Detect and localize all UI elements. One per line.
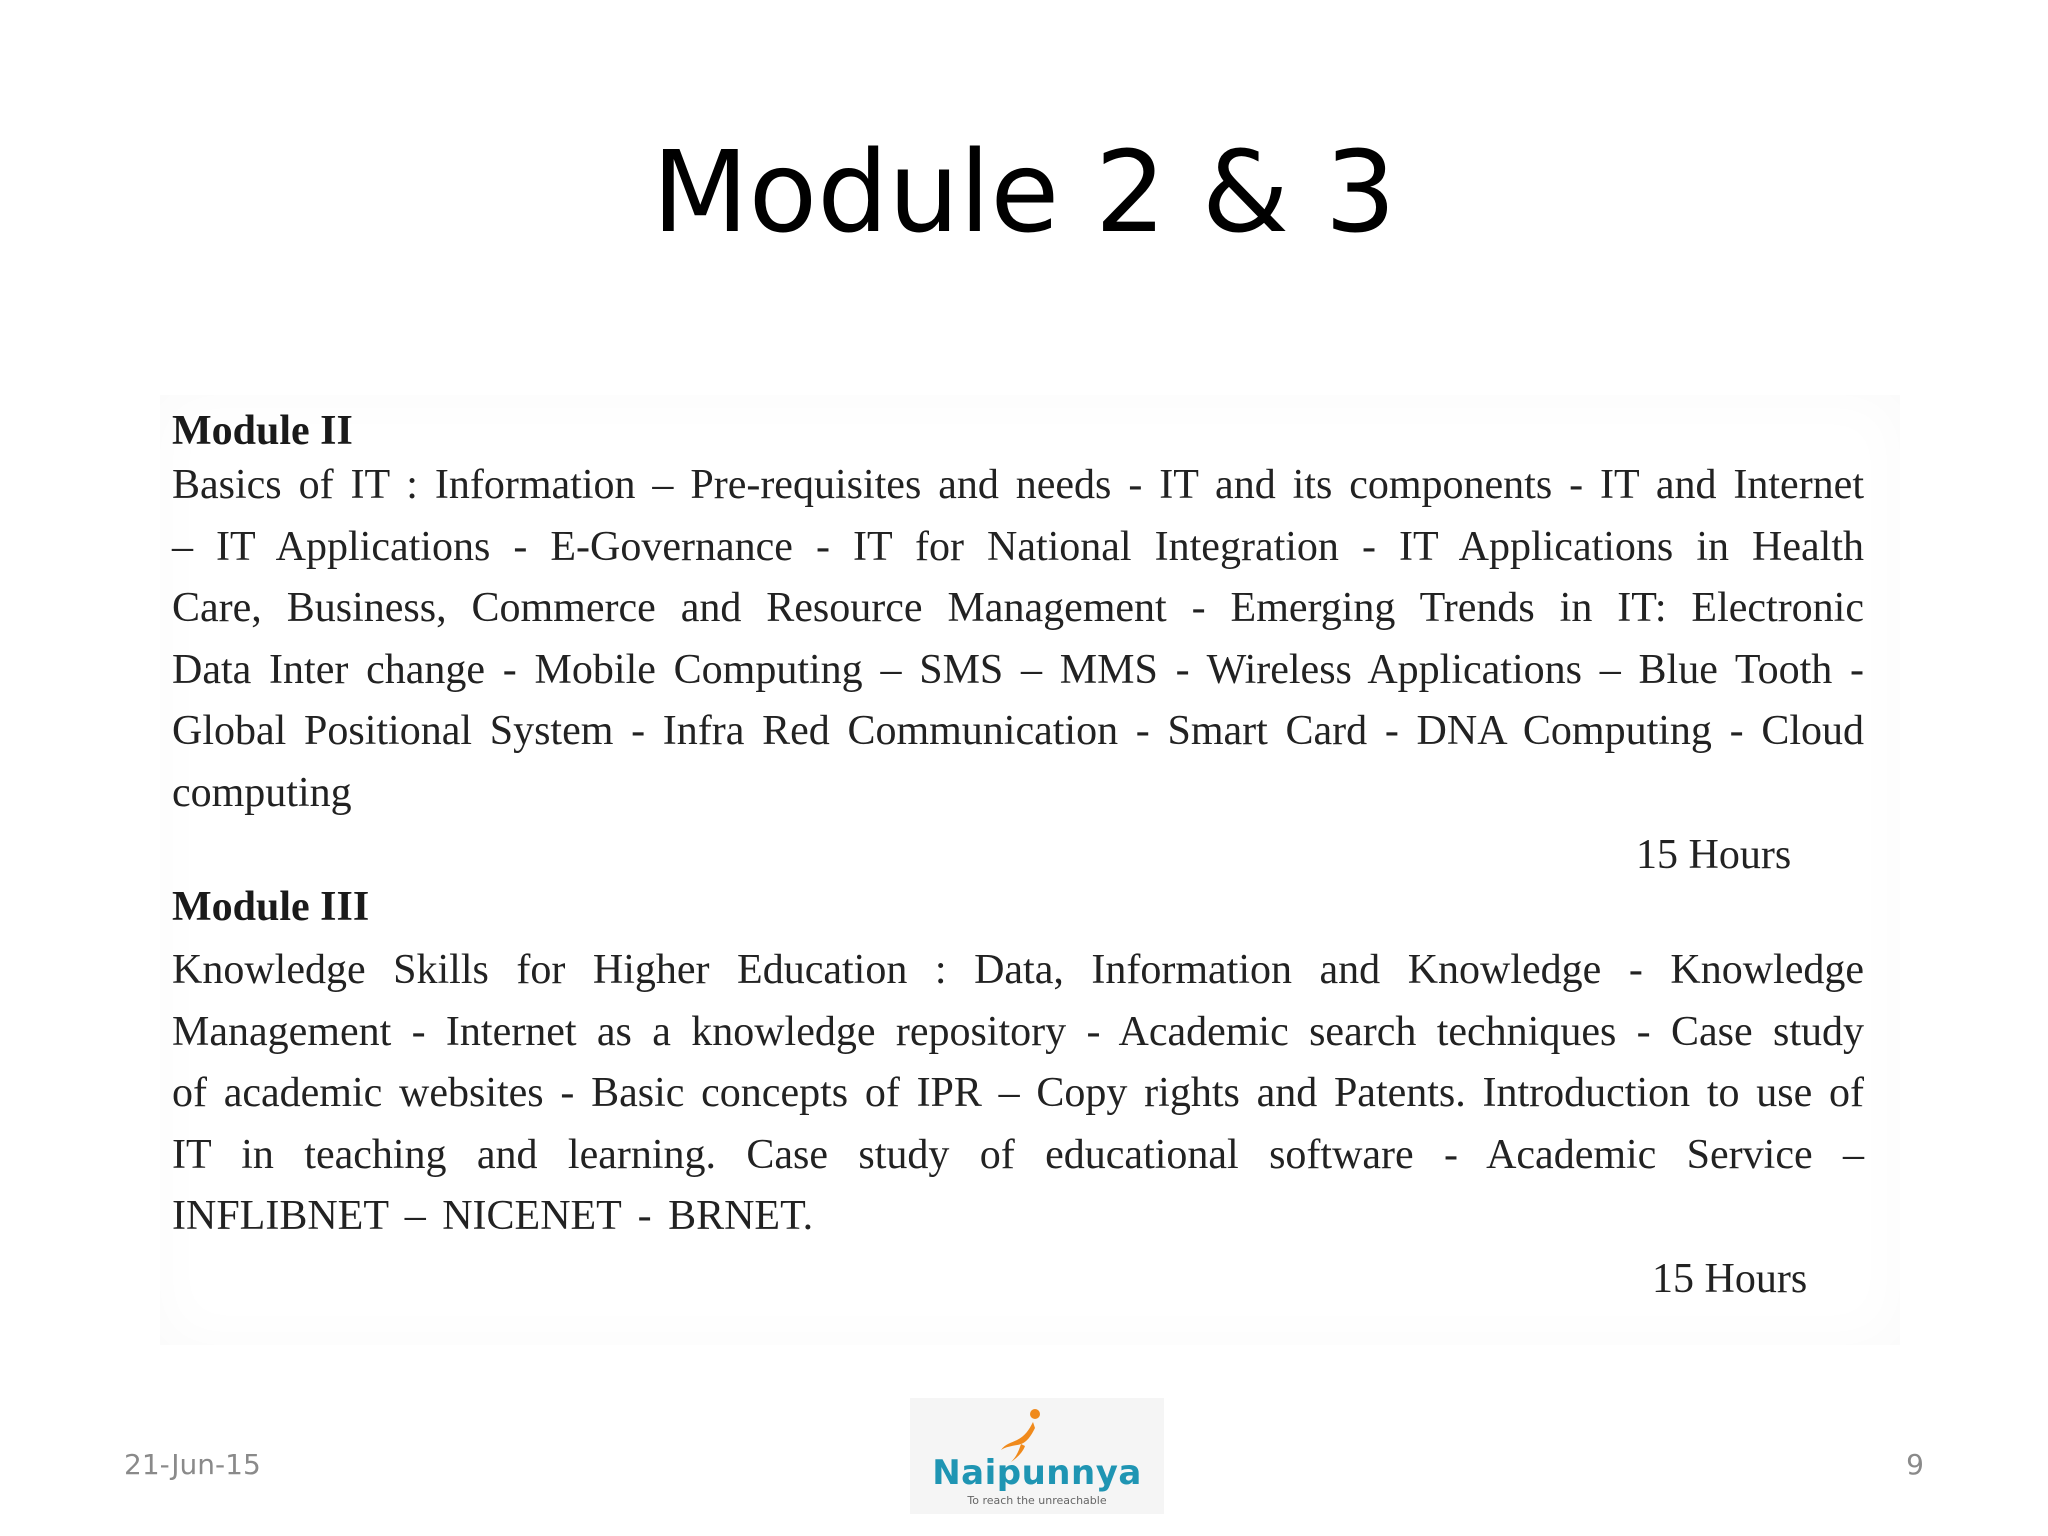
logo-tagline: To reach the unreachable (967, 1494, 1107, 1507)
slide-page-number: 9 (1906, 1448, 1924, 1481)
module-ii-hours: 15 Hours (1636, 832, 1792, 878)
logo-name: Naipunnya (932, 1453, 1142, 1493)
module-ii-heading: Module II (172, 408, 353, 454)
module-iii-hours: 15 Hours (1652, 1256, 1808, 1302)
slide-date: 21-Jun-15 (124, 1448, 261, 1481)
module-iii-body: Knowledge Skills for Higher Education : Data, Information and Knowledge - Knowledge Management - Internet as a knowledge repository - Academic search techniques - Case study of academic websites - Basic concepts of IPR – Copy rights and Patents. Introduction to use of IT in teaching and learning. Case study of educational software - Academic Service – INFLIBNET – NICENET - BRNET. (172, 947, 1864, 1239)
slide-title: Module 2 & 3 (652, 128, 1396, 258)
module-ii-body: Basics of IT : Information – Pre-requisites and needs - IT and its components - IT and Internet – IT Applications - E-Governance - IT for National Integration - IT Applications in Health Care, Business, Commerce and Resource Management - Emerging Trends in IT: Electronic Data Inter change - Mobile Computing – SMS – MMS - Wireless Applications – Blue Tooth - Global Positional System - Infra Red Communication - Smart Card - DNA Computing - Cloud computing (172, 462, 1864, 816)
module-iii-heading: Module III (172, 884, 370, 930)
naipunnya-logo (910, 1398, 1164, 1514)
